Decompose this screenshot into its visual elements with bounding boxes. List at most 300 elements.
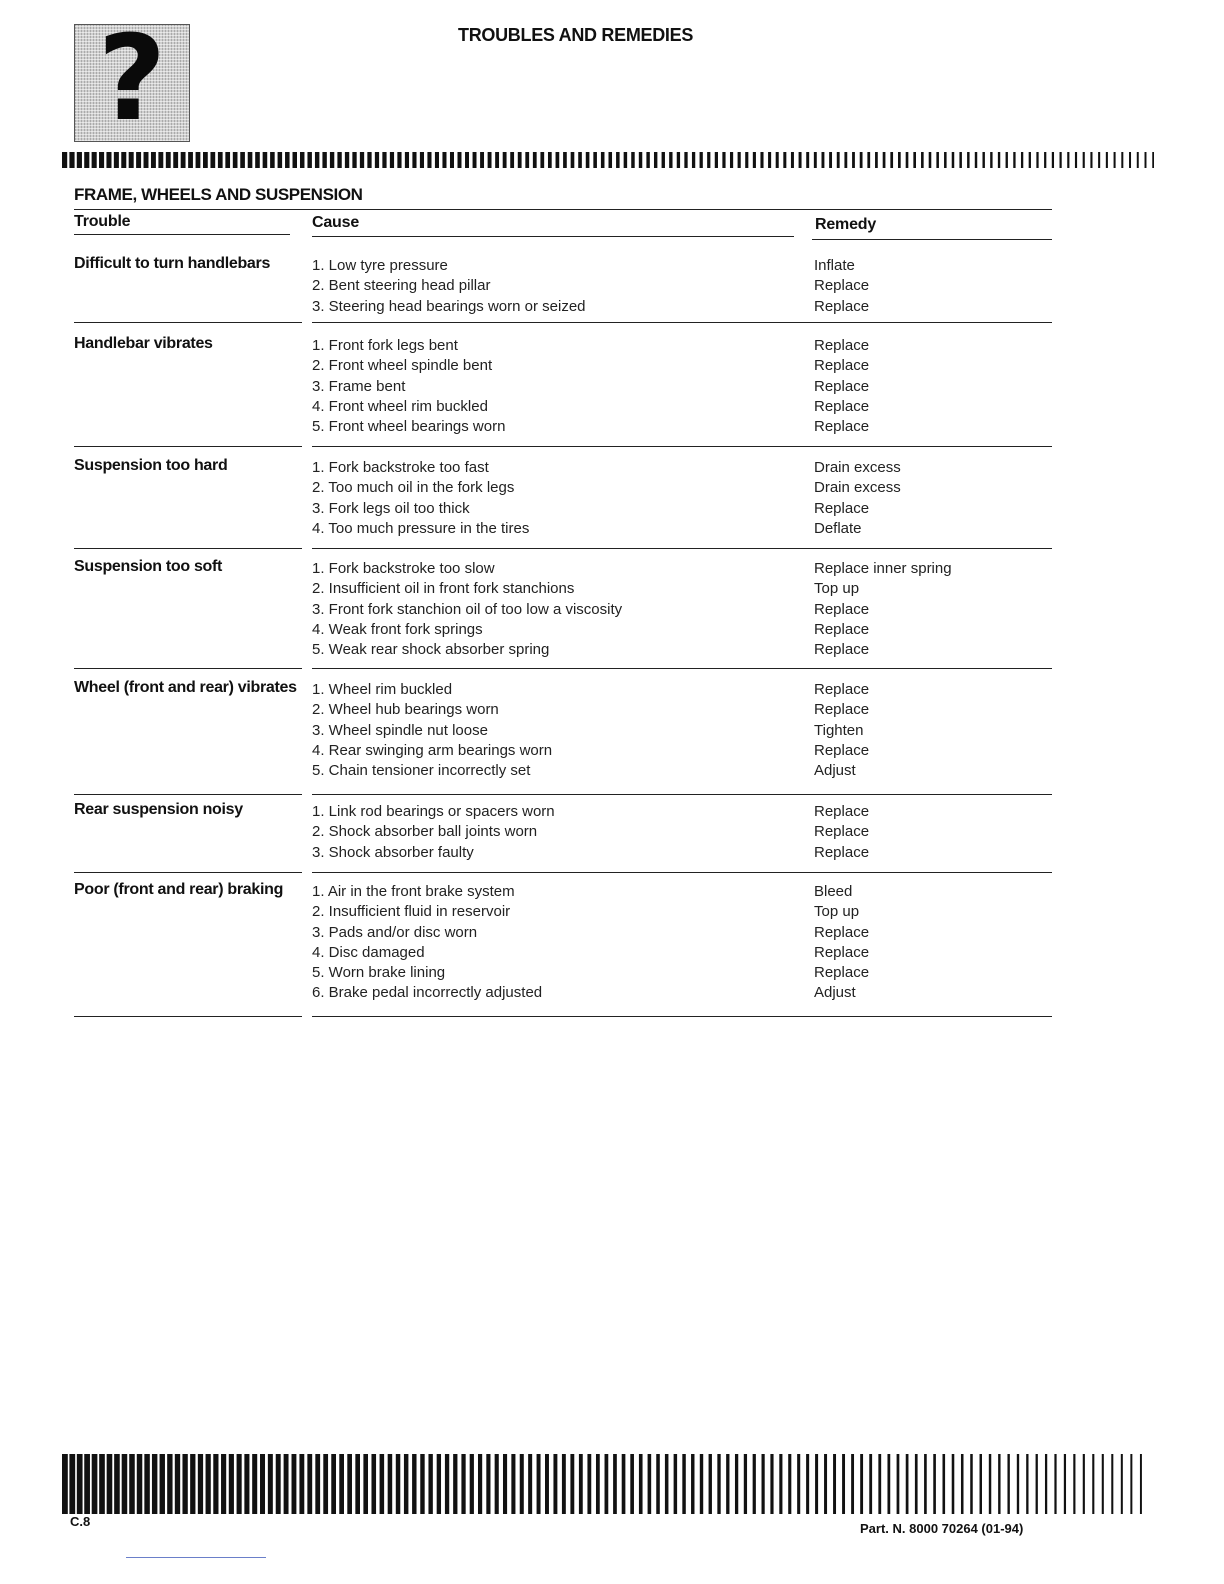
barcode-bar [511,1454,515,1514]
remedy-item: Top up [814,903,860,921]
remedy-item: Replace [814,823,870,841]
barcode-bar [99,1454,105,1514]
barcode-bar [860,1454,863,1514]
barcode-bar [1090,152,1092,168]
barcode-bar [639,152,642,168]
group-separator [806,446,1052,447]
cause-list [312,336,505,437]
barcode-bar [944,152,947,168]
barcode-bar [488,152,492,168]
barcode-bar [745,152,748,168]
cause-item: 4. Disc damaged [312,943,425,961]
barcode-bar [1075,152,1077,168]
remedy-list [814,882,869,1004]
remedy-item: Replace [814,701,870,719]
barcode-bar [173,152,178,168]
barcode-bar [691,1454,694,1514]
remedy-list [814,802,869,863]
barcode-bar [967,152,969,168]
header-rule-remedy [812,239,1052,240]
cause-list [312,559,622,660]
barcode-bar [450,152,454,168]
cause-item: 4. Weak front fork springs [312,620,483,638]
barcode-bar [307,152,311,168]
barcode-bar [760,152,763,168]
barcode-bar [152,1454,157,1514]
barcode-bar [315,152,319,168]
barcode-bar [791,152,794,168]
cause-list [312,802,555,863]
barcode-bar [218,152,223,168]
barcode-bar [942,1454,945,1514]
cause-item: 4. Front wheel rim buckled [312,397,488,415]
barcode-bar [337,152,341,168]
barcode-bar [437,1454,441,1514]
barcode-bar [587,1454,591,1514]
barcode-bar [206,1454,211,1514]
barcode-bar [367,152,371,168]
cause-item: 5. Worn brake lining [312,964,446,982]
group-separator [130,446,302,447]
barcode-bar [596,1454,600,1514]
remedy-list [814,458,901,539]
cause-item: 4. Rear swinging arm bearings worn [312,741,553,759]
column-header-trouble: Trouble [74,213,131,230]
barcode-bar [412,152,416,168]
barcode-bar [797,1454,800,1514]
barcode-bar [959,152,961,168]
barcode-bar [1073,1454,1075,1514]
barcode-bar [593,152,597,168]
remedy-item: Replace [814,600,870,618]
remedy-item: Adjust [814,984,856,1002]
barcode-bar [563,152,567,168]
top-barcode-strip [62,152,1154,168]
barcode-bar [933,1454,936,1514]
barcode-bar [229,1454,234,1514]
barcode-bar [465,152,469,168]
barcode-bar [260,1454,265,1514]
remedy-item: Inflate [814,257,855,274]
barcode-bar [776,152,779,168]
barcode-bar [213,1454,218,1514]
barcode-bar [270,152,275,168]
barcode-bar [1098,152,1100,168]
barcode-bar [1067,152,1069,168]
barcode-bar [210,152,215,168]
barcode-bar [1130,1454,1132,1514]
barcode-bar [129,1454,135,1514]
column-header-remedy: Remedy [815,216,877,233]
barcode-bar [768,152,771,168]
group-separator [130,1016,302,1017]
barcode-bar [929,152,932,168]
group-separator [806,1016,1052,1017]
barcode-bar [69,152,74,168]
barcode-bar [240,152,245,168]
barcode-bar [136,152,141,168]
barcode-bar [1145,152,1147,168]
remedy-item: Replace [814,741,870,759]
barcode-bar [428,1454,432,1514]
cause-item: 3. Wheel spindle nut loose [312,721,488,739]
barcode-bar [887,1454,890,1514]
barcode-bar [878,1454,881,1514]
barcode-bar [717,1454,720,1514]
barcode-bar [630,1454,634,1514]
barcode-bar [435,152,439,168]
header-rule-trouble [74,234,290,235]
barcode-bar [503,1454,507,1514]
barcode-bar [869,1454,872,1514]
cause-item: 1. Fork backstroke too fast [312,459,489,476]
group-separator [130,548,302,549]
barcode-bar [284,1454,289,1514]
barcode-bar [814,152,817,168]
barcode-bar [390,152,394,168]
barcode-bar [1007,1454,1009,1514]
barcode-bar [1026,1454,1028,1514]
barcode-bar [382,152,386,168]
barcode-bar [537,1454,541,1514]
remedy-list [814,559,952,660]
barcode-bar [255,152,260,168]
barcode-bar [107,1454,113,1514]
group-separator [806,548,1052,549]
barcode-bar [890,152,893,168]
barcode-bar [998,152,1000,168]
barcode-bar [293,152,297,168]
barcode-bar [166,152,171,168]
barcode-bar [715,152,718,168]
remedy-item: Replace [814,418,870,436]
barcode-bar [360,152,364,168]
barcode-bar [788,1454,791,1514]
barcode-bar [330,152,334,168]
barcode-bar [669,152,672,168]
barcode-bar [495,1454,499,1514]
barcode-bar [396,1454,401,1514]
group-separator [130,872,302,873]
bottom-barcode-strip [62,1454,1144,1514]
barcode-bar [237,1454,242,1514]
remedy-list [814,336,869,437]
barcode-bar [545,1454,549,1514]
barcode-bar [1045,1454,1047,1514]
barcode-bar [160,1454,165,1514]
cause-item: 5. Weak rear shock absorber spring [312,641,550,659]
barcode-bar [196,152,201,168]
barcode-bar [1029,152,1031,168]
barcode-bar [453,1454,457,1514]
barcode-bar [1092,1454,1094,1514]
cause-item: 3. Shock absorber faulty [312,843,474,861]
barcode-bar [77,1454,83,1514]
barcode-bar [77,152,82,168]
barcode-bar [700,1454,703,1514]
barcode-bar [268,1454,273,1514]
barcode-bar [613,1454,617,1514]
cause-item: 3. Front fork stanchion oil of too low a viscosity [312,600,623,618]
barcode-bar [380,1454,385,1514]
barcode-bar [495,152,499,168]
section-title: FRAME, WHEELS AND SUSPENSION [74,185,363,204]
barcode-bar [735,1454,738,1514]
barcode-bar [952,1454,955,1514]
barcode-bar [906,152,909,168]
barcode-bar [182,1454,187,1514]
cause-item: 2. Front wheel spindle bent [312,357,493,375]
remedy-list [814,680,869,781]
barcode-bar [388,1454,393,1514]
barcode-bar [375,152,379,168]
barcode-bar [852,152,855,168]
barcode-bar [744,1454,747,1514]
barcode-bar [1036,152,1038,168]
remedy-item: Replace [814,923,870,941]
barcode-bar [445,1454,449,1514]
barcode-bar [84,152,89,168]
barcode-bar [397,152,401,168]
remedy-item: Replace [814,843,870,861]
question-mark-icon [74,9,190,147]
barcode-bar [248,152,253,168]
trouble-label: Suspension too hard [74,457,228,474]
barcode-bar [203,152,208,168]
barcode-bar [898,152,901,168]
barcode-bar [1152,152,1154,168]
barcode-bar [674,1454,678,1514]
remedy-item: Replace [814,964,870,982]
barcode-bar [151,152,156,168]
remedy-item: Tighten [814,721,864,739]
remedy-item: Bleed [814,883,853,900]
trouble-label: Poor (front and rear) braking [74,881,284,898]
barcode-bar [278,152,283,168]
trouble-label: Difficult to turn handlebars [74,255,271,272]
cause-list [312,256,586,317]
barcode-bar [371,1454,376,1514]
trouble-label: Suspension too soft [74,558,223,575]
group-separator [806,668,1052,669]
barcode-bar [420,152,424,168]
barcode-bar [1140,1454,1142,1514]
barcode-bar [1102,1454,1104,1514]
cause-list [312,680,552,781]
barcode-bar [837,152,840,168]
barcode-bar [665,1454,669,1514]
barcode-bar [144,1454,149,1514]
barcode-bar [221,1454,226,1514]
remedy-item: Drain excess [814,479,901,497]
barcode-bar [188,152,193,168]
group-separator [806,794,1052,795]
barcode-bar [121,152,126,168]
barcode-bar [753,152,756,168]
barcode-bar [404,1454,408,1514]
barcode-bar [99,152,104,168]
barcode-bar [897,1454,900,1514]
header-rule-cause [312,236,794,237]
barcode-bar [961,1454,964,1514]
barcode-bar [722,152,725,168]
barcode-bar [252,1454,257,1514]
trouble-label: Rear suspension noisy [74,801,243,818]
remedy-item: Replace inner spring [814,560,952,577]
barcode-bar [114,1454,120,1514]
barcode-bar [480,152,484,168]
cause-item: 2. Bent steering head pillar [312,277,491,295]
cause-item: 3. Frame bent [312,377,406,395]
barcode-bar [684,152,687,168]
barcode-bar [998,1454,1000,1514]
cause-item: 6. Brake pedal incorrectly adjusted [312,984,543,1002]
cause-item: 2. Insufficient fluid in reservoir [312,903,511,921]
barcode-bar [233,152,238,168]
barcode-bar [622,1454,626,1514]
barcode-bar [562,1454,566,1514]
barcode-bar [503,152,507,168]
cause-item: 1. Fork backstroke too slow [312,560,495,577]
barcode-bar [285,152,290,168]
cause-item: 1. Front fork legs bent [312,337,458,354]
barcode-bar [458,152,462,168]
barcode-bar [738,152,741,168]
barcode-bar [276,1454,281,1514]
barcode-bar [198,1454,203,1514]
group-separator [806,322,1052,323]
barcode-bar [473,152,477,168]
barcode-bar [427,152,431,168]
barcode-bar [405,152,409,168]
barcode-bar [779,1454,782,1514]
group-separator [130,668,302,669]
barcode-bar [1017,1454,1019,1514]
barcode-bar [1064,1454,1066,1514]
barcode-bar [92,152,97,168]
barcode-bar [412,1454,416,1514]
barcode-bar [339,1454,344,1514]
barcode-bar [520,1454,524,1514]
bottom-underline [126,1557,266,1558]
barcode-bar [1114,152,1116,168]
page-title: TROUBLES AND REMEDIES [458,25,694,45]
barcode-bar [181,152,186,168]
barcode-bar [707,152,710,168]
cause-item: 2. Wheel hub bearings worn [312,701,499,719]
cause-item: 3. Steering head bearings worn or seized [312,297,586,315]
barcode-bar [1052,152,1054,168]
cause-list [312,458,529,539]
barcode-bar [571,152,575,168]
barcode-bar [1083,152,1085,168]
barcode-bar [106,152,111,168]
barcode-bar [137,1454,143,1514]
barcode-bar [129,152,134,168]
barcode-bar [363,1454,368,1514]
barcode-bar [315,1454,320,1514]
barcode-bar [1083,1454,1085,1514]
barcode-bar [355,1454,360,1514]
barcode-bar [1111,1454,1113,1514]
barcode-bar [860,152,863,168]
barcode-bar [975,152,977,168]
barcode-bar [461,1454,465,1514]
barcode-bar [605,1454,609,1514]
barcode-bar [486,1454,490,1514]
barcode-bar [84,1454,90,1514]
remedy-item: Replace [814,641,870,659]
barcode-bar [842,1454,845,1514]
barcode-bar [753,1454,756,1514]
group-separator [806,872,1052,873]
barcode-bar [982,152,984,168]
barcode-bar [883,152,886,168]
barcode-bar [799,152,802,168]
barcode-bar [322,152,326,168]
barcode-bar [556,152,560,168]
barcode-bar [608,152,612,168]
barcode-bar [158,152,163,168]
section-title-rule [74,209,1052,210]
barcode-bar [175,1454,180,1514]
barcode-bar [822,152,825,168]
barcode-bar [730,152,733,168]
barcode-bar [540,152,544,168]
barcode-bar [646,152,649,168]
barcode-bar [579,1454,583,1514]
barcode-bar [639,1454,643,1514]
barcode-bar [913,152,916,168]
barcode-bar [662,152,665,168]
barcode-bar [783,152,786,168]
cause-item: 2. Insufficient oil in front fork stanchions [312,580,575,598]
barcode-bar [1013,152,1015,168]
remedy-list [814,256,869,317]
barcode-bar [300,152,304,168]
cause-item: 4. Too much pressure in the tires [312,519,530,537]
barcode-bar [1121,1454,1123,1514]
remedy-item: Replace [814,620,870,638]
barcode-bar [352,152,356,168]
barcode-bar [114,152,119,168]
cause-item: 3. Pads and/or disc worn [312,923,478,941]
barcode-bar [307,1454,312,1514]
barcode-bar [726,1454,729,1514]
cause-item: 1. Link rod bearings or spacers worn [312,803,555,820]
remedy-item: Replace [814,277,870,295]
barcode-bar [824,1454,827,1514]
barcode-bar [875,152,878,168]
barcode-bar [533,152,537,168]
barcode-bar [69,1454,75,1514]
barcode-bar [677,152,680,168]
barcode-bar [586,152,590,168]
barcode-bar [990,152,992,168]
barcode-bar [331,1454,336,1514]
barcode-bar [518,152,522,168]
barcode-bar [829,152,832,168]
barcode-bar [122,1454,128,1514]
remedy-item: Drain excess [814,459,901,476]
barcode-bar [915,1454,918,1514]
barcode-bar [1036,1454,1038,1514]
barcode-bar [144,152,149,168]
trouble-label: Handlebar vibrates [74,335,213,352]
barcode-bar [553,1454,557,1514]
barcode-bar [970,1454,973,1514]
barcode-bar [989,1454,991,1514]
